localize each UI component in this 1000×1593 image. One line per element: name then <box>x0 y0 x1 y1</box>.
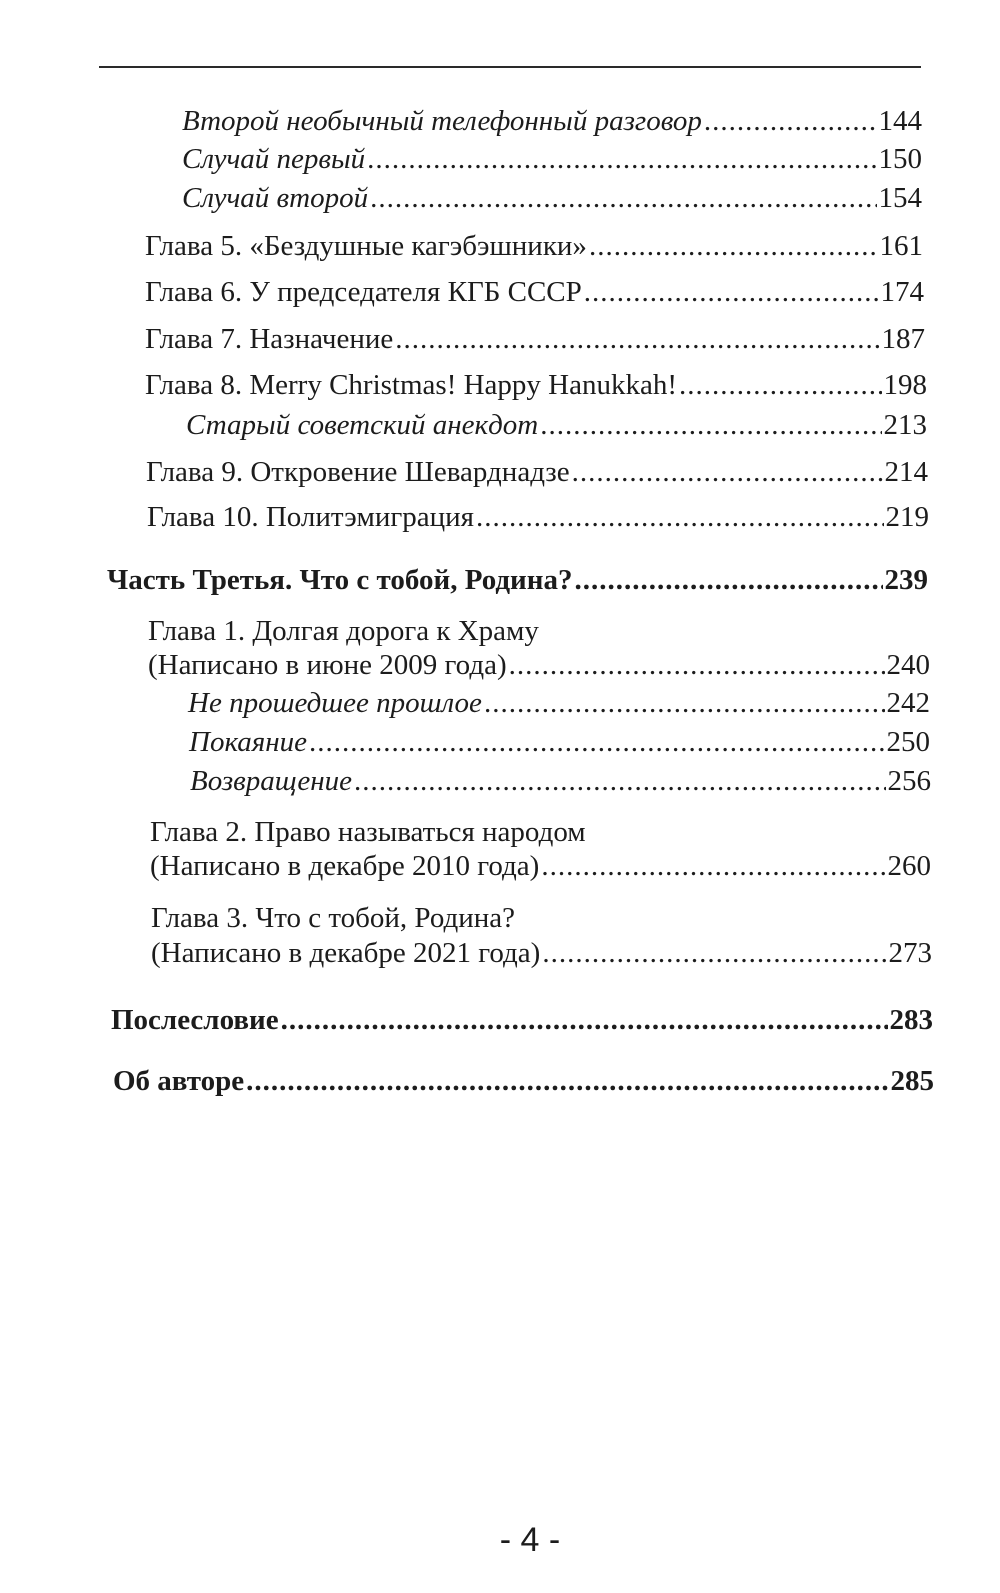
toc-entry-page: 187 <box>881 323 925 355</box>
toc-entry-page: 283 <box>889 1004 933 1036</box>
toc-entry-about-author[interactable] <box>113 1064 934 1098</box>
toc-entry-title: Не прошедшее прошлое <box>188 687 482 719</box>
toc-entry-title: Об авторе <box>113 1065 245 1097</box>
toc-entry-chapter-5[interactable] <box>145 229 923 263</box>
toc-entry-title: Случай первый <box>182 143 366 175</box>
toc-entry-chapter-6[interactable] <box>145 275 924 309</box>
page-number: - 4 - <box>499 1521 561 1559</box>
toc-entry-title: Послесловие <box>111 1004 279 1036</box>
toc-entry-title: Глава 7. Назначение <box>145 323 394 355</box>
toc-entry-title: (Написано в декабре 2021 года) <box>151 937 541 969</box>
leader-dots <box>574 563 882 597</box>
toc-entry-page: 242 <box>886 687 930 719</box>
toc-entry-page: 256 <box>887 765 931 797</box>
toc-entry-page: 174 <box>880 276 924 308</box>
leader-dots <box>679 368 881 402</box>
leader-dots <box>476 500 883 534</box>
toc-entry-title: Второй необычный телефонный разговор <box>182 105 702 137</box>
leader-dots <box>704 104 877 138</box>
leader-dots <box>572 455 883 489</box>
toc-entry-title: Глава 8. Merry Christmas! Happy Hanukkah! <box>145 369 678 401</box>
toc-entry-page: 285 <box>890 1065 934 1097</box>
toc-entry-page: 273 <box>888 937 932 969</box>
toc-entry-page: 219 <box>885 501 929 533</box>
toc-entry-chapter-9[interactable] <box>146 455 928 489</box>
toc-entry-return[interactable] <box>190 764 931 798</box>
toc-entry-page: 213 <box>883 409 927 441</box>
toc-entry-title: Часть Третья. Что с тобой, Родина? <box>107 564 573 596</box>
toc-entry-chapter-2[interactable] <box>150 849 931 883</box>
leader-dots <box>309 725 884 759</box>
toc-entry-chapter-3[interactable] <box>151 936 932 970</box>
leader-dots <box>541 849 885 883</box>
toc-entry-second-call[interactable] <box>182 104 922 138</box>
leader-dots <box>246 1064 888 1098</box>
toc-entry-title: Старый советский анекдот <box>186 409 539 441</box>
leader-dots <box>370 181 876 215</box>
toc-entry-page: 239 <box>884 564 928 596</box>
toc-entry-past[interactable] <box>188 686 930 720</box>
leader-dots <box>367 142 876 176</box>
toc-entry-page: 250 <box>886 726 930 758</box>
leader-dots <box>540 408 881 442</box>
leader-dots <box>395 322 879 356</box>
leader-dots <box>354 764 886 798</box>
header-rule <box>99 66 921 68</box>
toc-entry-title: Глава 10. Политэмиграция <box>147 501 475 533</box>
toc-entry-chapter-2-title[interactable]: Глава 2. Право называться народом <box>150 816 586 848</box>
toc-entry-title: Возвращение <box>190 765 352 797</box>
toc-entry-title: Глава 5. «Бездушные кагэбэшники» <box>145 230 587 262</box>
toc-entry-page: 154 <box>878 182 922 214</box>
toc-entry-page: 150 <box>878 143 922 175</box>
toc-entry-case-two[interactable] <box>182 181 922 215</box>
toc-entry-title: Случай второй <box>182 182 369 214</box>
toc-entry-case-one[interactable] <box>182 142 922 176</box>
toc-entry-chapter-1-title[interactable]: Глава 1. Долгая дорога к Храму <box>148 615 539 647</box>
toc-entry-page: 198 <box>883 369 927 401</box>
toc-entry-chapter-10[interactable] <box>147 500 929 534</box>
toc-entry-title: (Написано в июне 2009 года) <box>148 649 507 681</box>
toc-entry-repentance[interactable] <box>189 725 930 759</box>
leader-dots <box>484 686 885 720</box>
leader-dots <box>542 936 886 970</box>
toc-entry-chapter-8[interactable] <box>145 368 927 402</box>
toc-entry-anecdote[interactable] <box>186 408 927 442</box>
toc-entry-title: (Написано в декабре 2010 года) <box>150 850 540 882</box>
toc-entry-title: Глава 9. Откровение Шеварднадзе <box>146 456 570 488</box>
leader-dots <box>589 229 878 263</box>
leader-dots <box>584 275 879 309</box>
toc-entry-page: 260 <box>887 850 931 882</box>
toc-entry-part-three[interactable] <box>107 563 928 597</box>
toc-entry-title: Глава 6. У председателя КГБ СССР <box>145 276 582 308</box>
toc-entry-chapter-3-title[interactable]: Глава 3. Что с тобой, Родина? <box>151 902 516 934</box>
toc-entry-title: Покаяние <box>189 726 308 758</box>
toc-entry-page: 240 <box>886 649 930 681</box>
toc-entry-page: 144 <box>878 105 922 137</box>
toc-entry-afterword[interactable] <box>111 1003 933 1037</box>
toc-entry-page: 214 <box>884 456 928 488</box>
toc-entry-chapter-1[interactable] <box>148 648 930 682</box>
leader-dots <box>281 1003 888 1037</box>
toc-entry-page: 161 <box>879 230 923 262</box>
toc-entry-chapter-7[interactable] <box>145 322 925 356</box>
leader-dots <box>509 648 885 682</box>
